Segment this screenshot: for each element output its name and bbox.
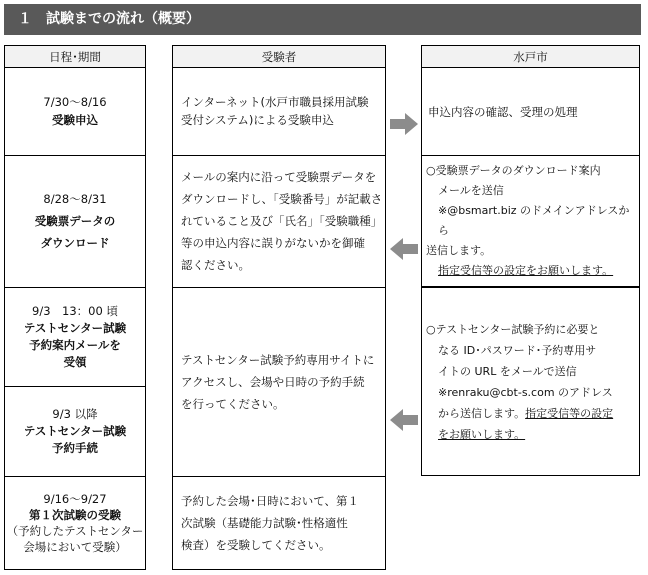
step-label: 第１次試験の受験: [29, 508, 121, 522]
receive-setting-note: 指定受信等の設定: [525, 406, 614, 420]
text-line: 受付システム)による受験申込: [181, 113, 334, 127]
text-line: アクセスし、会場や日時の予約手続: [181, 374, 365, 389]
step-label: テストセンター試験: [23, 320, 127, 335]
schedule-row-download: [4, 155, 146, 287]
text-line: 次試験（基礎能力試験･性格適性: [181, 516, 348, 530]
text-line: メールの案内に沿って受験票データを: [181, 170, 377, 184]
text-segment: から送信します。: [438, 406, 526, 420]
text-line: インターネット(水戸市職員採用試験: [181, 95, 369, 109]
step-label: 受験票データの: [34, 214, 116, 228]
text-line: を行ってください。: [181, 396, 285, 411]
date-text: 8/28～8/31: [43, 192, 107, 206]
text-line: 検査）を受験してください。: [181, 538, 331, 552]
text-line: テストセンター試験予約専用サイトに: [181, 352, 375, 367]
applicant-row-download: [181, 155, 385, 287]
city-row-application: [428, 67, 638, 156]
text-line: メールを送信: [438, 184, 504, 197]
step-label: 予約案内メールを: [29, 337, 121, 352]
city-row-download: [426, 155, 639, 287]
text-line: イトの URL をメールで送信: [438, 364, 577, 378]
applicant-row-application: [181, 67, 385, 155]
step-label: 受領: [63, 354, 87, 369]
schedule-row-exam: [4, 476, 146, 570]
text-line: [426, 403, 639, 424]
text-line: ダウンロードし、「受験番号」が記載さ: [181, 192, 383, 206]
date-text: 9/3 13：00 頃: [32, 303, 118, 318]
schedule-row-application: [4, 67, 146, 155]
left-arrow-icon: [390, 238, 418, 260]
text-line: ○受験票データのダウンロード案内: [426, 164, 601, 177]
step-label: 受験申込: [52, 113, 98, 127]
step-label: ダウンロード: [40, 236, 110, 250]
text-line: 認ください。: [181, 258, 250, 272]
column-header-city: 水戸市: [421, 45, 640, 68]
text-line: ※renraku@cbt-s.com のアドレス: [438, 385, 613, 399]
text-line: なる ID･パスワード･予約専用サ: [438, 343, 597, 357]
schedule-row-booking: [4, 386, 146, 476]
section-title: １ 試験までの流れ（概要）: [4, 4, 641, 35]
step-label: テストセンター試験: [23, 423, 127, 438]
date-text: 9/16～9/27: [43, 492, 107, 506]
text-line: ※@bsmart.biz のドメインアドレスから: [438, 204, 630, 237]
step-label: 予約手続: [52, 440, 98, 455]
left-arrow-icon: [390, 409, 418, 431]
receive-setting-note: 指定受信等の設定をお願いします。: [438, 264, 614, 277]
date-text: 9/3 以降: [52, 406, 98, 421]
date-text: 7/30～8/16: [43, 95, 107, 109]
text-line: 送信します。: [426, 244, 492, 257]
text-line: ○テストセンター試験予約に必要と: [426, 322, 600, 336]
text-line: 申込内容の確認、受理の処理: [428, 104, 578, 119]
step-note: （予約したテストセンター: [6, 524, 144, 538]
right-arrow-icon: [390, 113, 418, 135]
text-line: 予約した会場･日時において、第１: [181, 494, 360, 508]
text-line: 等の申込内容に誤りがないかを御確: [181, 236, 365, 250]
applicant-row-booking: [181, 287, 385, 476]
step-note: 会場において受験）: [23, 540, 127, 554]
receive-setting-note: をお願いします。: [438, 427, 526, 441]
column-header-applicant: 受験者: [172, 45, 386, 68]
schedule-row-booking-mail: [4, 287, 146, 386]
column-header-schedule: 日程･期間: [4, 45, 146, 68]
text-line: れていること及び「氏名」「受験職種」: [181, 214, 383, 228]
city-row-booking: [426, 287, 639, 476]
applicant-row-exam: [181, 476, 385, 570]
